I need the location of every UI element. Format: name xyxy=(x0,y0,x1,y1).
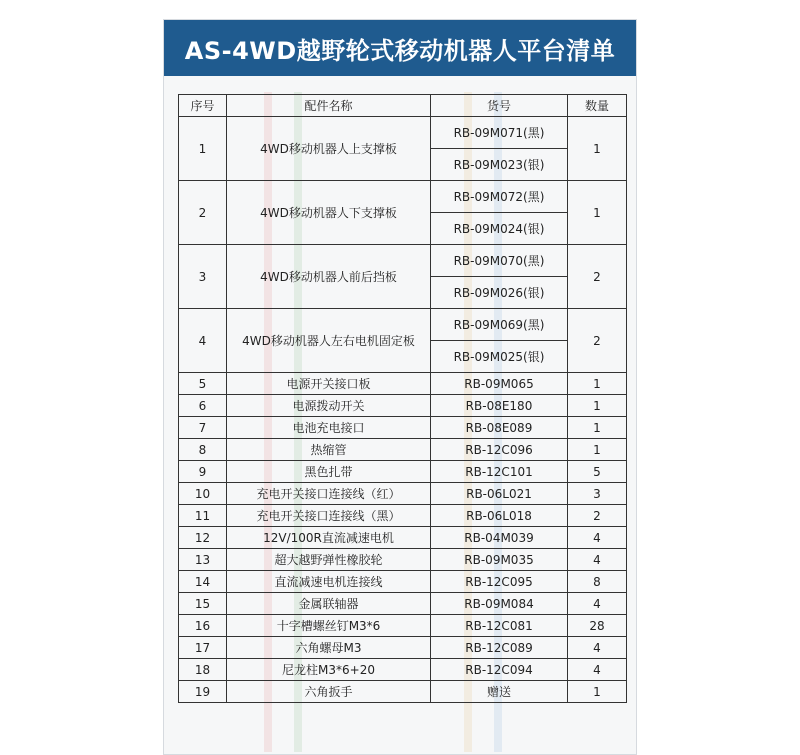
table-row xyxy=(179,117,627,149)
row-item-code: RB-09M071(黑) xyxy=(431,117,568,149)
row-item-code: RB-12C089 xyxy=(431,637,568,659)
row-index: 1 xyxy=(179,117,227,181)
document-card xyxy=(163,19,637,755)
row-index: 6 xyxy=(179,395,227,417)
row-index: 14 xyxy=(179,571,227,593)
table-row xyxy=(179,309,627,341)
row-index: 8 xyxy=(179,439,227,461)
row-index: 19 xyxy=(179,681,227,703)
row-part-name: 金属联轴器 xyxy=(227,593,431,615)
row-part-name: 六角扳手 xyxy=(227,681,431,703)
table-row xyxy=(179,373,627,395)
column-header-part-name: 配件名称 xyxy=(227,95,431,117)
table-row xyxy=(179,439,627,461)
row-part-name: 12V/100R直流减速电机 xyxy=(227,527,431,549)
row-part-name: 超大越野弹性橡胶轮 xyxy=(227,549,431,571)
row-item-code: RB-06L021 xyxy=(431,483,568,505)
row-item-code: RB-09M070(黑) xyxy=(431,245,568,277)
row-index: 4 xyxy=(179,309,227,373)
row-item-code: RB-12C096 xyxy=(431,439,568,461)
row-item-code: RB-12C094 xyxy=(431,659,568,681)
row-quantity: 1 xyxy=(568,117,627,181)
row-index: 11 xyxy=(179,505,227,527)
table-row xyxy=(179,483,627,505)
row-index: 5 xyxy=(179,373,227,395)
row-item-code: RB-08E180 xyxy=(431,395,568,417)
row-quantity: 1 xyxy=(568,681,627,703)
row-quantity: 1 xyxy=(568,439,627,461)
row-part-name: 热缩管 xyxy=(227,439,431,461)
row-item-code: RB-09M035 xyxy=(431,549,568,571)
row-item-code: RB-04M039 xyxy=(431,527,568,549)
row-part-name: 直流减速电机连接线 xyxy=(227,571,431,593)
row-index: 16 xyxy=(179,615,227,637)
row-index: 2 xyxy=(179,181,227,245)
table-row xyxy=(179,245,627,277)
table-row xyxy=(179,659,627,681)
table-header-row xyxy=(179,95,627,117)
table-row xyxy=(179,417,627,439)
document-title: AS-4WD越野轮式移动机器人平台清单 xyxy=(164,20,636,76)
row-quantity: 4 xyxy=(568,659,627,681)
row-index: 13 xyxy=(179,549,227,571)
row-part-name: 电源拨动开关 xyxy=(227,395,431,417)
row-part-name: 电源开关接口板 xyxy=(227,373,431,395)
row-index: 3 xyxy=(179,245,227,309)
table-row xyxy=(179,461,627,483)
row-part-name: 4WD移动机器人上支撑板 xyxy=(227,117,431,181)
row-part-name: 尼龙柱M3*6+20 xyxy=(227,659,431,681)
row-part-name: 十字槽螺丝钉M3*6 xyxy=(227,615,431,637)
row-item-code: RB-12C095 xyxy=(431,571,568,593)
column-header-item-code: 货号 xyxy=(431,95,568,117)
table-body xyxy=(179,117,627,703)
table-row xyxy=(179,637,627,659)
column-header-index: 序号 xyxy=(179,95,227,117)
row-quantity: 2 xyxy=(568,505,627,527)
row-item-code: RB-06L018 xyxy=(431,505,568,527)
row-quantity: 3 xyxy=(568,483,627,505)
row-part-name: 4WD移动机器人左右电机固定板 xyxy=(227,309,431,373)
row-index: 18 xyxy=(179,659,227,681)
row-item-code: RB-12C081 xyxy=(431,615,568,637)
row-quantity: 1 xyxy=(568,181,627,245)
row-quantity: 5 xyxy=(568,461,627,483)
row-item-code: RB-09M069(黑) xyxy=(431,309,568,341)
row-quantity: 1 xyxy=(568,417,627,439)
row-quantity: 2 xyxy=(568,309,627,373)
row-index: 9 xyxy=(179,461,227,483)
row-item-code: RB-09M023(银) xyxy=(431,149,568,181)
row-quantity: 4 xyxy=(568,637,627,659)
row-part-name: 充电开关接口连接线（红） xyxy=(227,483,431,505)
table-row xyxy=(179,549,627,571)
row-part-name: 4WD移动机器人下支撑板 xyxy=(227,181,431,245)
row-item-code: RB-08E089 xyxy=(431,417,568,439)
table-row xyxy=(179,571,627,593)
row-quantity: 2 xyxy=(568,245,627,309)
table-row xyxy=(179,593,627,615)
row-quantity: 1 xyxy=(568,373,627,395)
row-item-code: RB-09M065 xyxy=(431,373,568,395)
row-item-code: RB-09M025(银) xyxy=(431,341,568,373)
row-index: 10 xyxy=(179,483,227,505)
parts-table xyxy=(178,94,627,703)
row-quantity: 4 xyxy=(568,549,627,571)
row-index: 7 xyxy=(179,417,227,439)
table-row xyxy=(179,527,627,549)
row-quantity: 4 xyxy=(568,527,627,549)
table-row xyxy=(179,681,627,703)
row-index: 12 xyxy=(179,527,227,549)
row-index: 17 xyxy=(179,637,227,659)
row-quantity: 8 xyxy=(568,571,627,593)
table-row xyxy=(179,615,627,637)
column-header-quantity: 数量 xyxy=(568,95,627,117)
row-item-code: RB-09M084 xyxy=(431,593,568,615)
row-item-code: RB-09M072(黑) xyxy=(431,181,568,213)
table-row xyxy=(179,505,627,527)
row-quantity: 28 xyxy=(568,615,627,637)
row-item-code: RB-09M024(银) xyxy=(431,213,568,245)
row-part-name: 黑色扎带 xyxy=(227,461,431,483)
row-item-code: RB-12C101 xyxy=(431,461,568,483)
row-item-code: RB-09M026(银) xyxy=(431,277,568,309)
table-row xyxy=(179,181,627,213)
row-item-code: 赠送 xyxy=(431,681,568,703)
row-part-name: 4WD移动机器人前后挡板 xyxy=(227,245,431,309)
row-part-name: 充电开关接口连接线（黑） xyxy=(227,505,431,527)
row-part-name: 六角螺母M3 xyxy=(227,637,431,659)
row-quantity: 1 xyxy=(568,395,627,417)
table-row xyxy=(179,395,627,417)
row-index: 15 xyxy=(179,593,227,615)
row-part-name: 电池充电接口 xyxy=(227,417,431,439)
row-quantity: 4 xyxy=(568,593,627,615)
